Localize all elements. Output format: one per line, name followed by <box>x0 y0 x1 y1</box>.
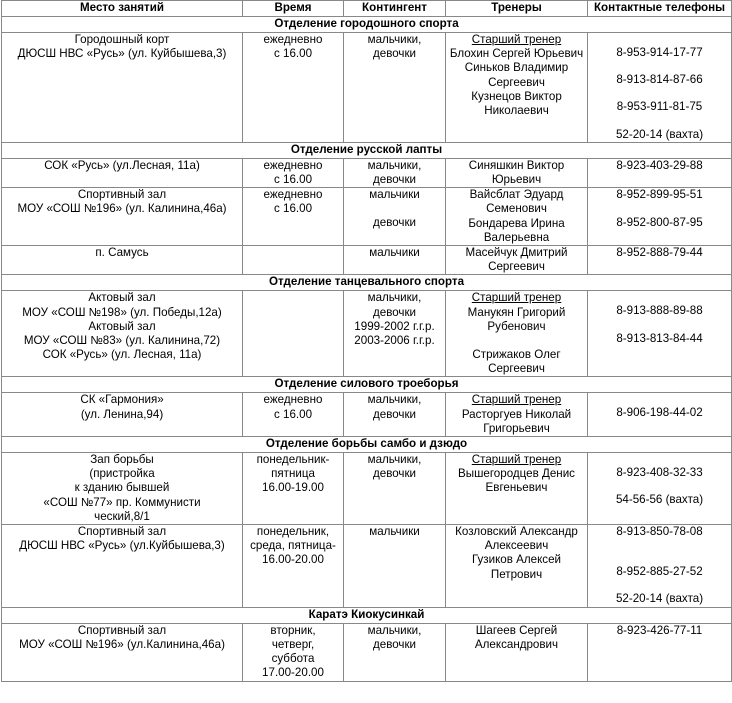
section-title: Отделение силового троеборья <box>2 377 732 393</box>
time-line: понедельник, <box>256 525 330 539</box>
contingent-line: мальчики, <box>367 623 422 637</box>
header-place: Место занятий <box>2 1 243 17</box>
trainers-cell <box>446 393 588 437</box>
header-contingent: Контингент <box>344 1 446 17</box>
contingent-line: девочки <box>372 407 417 421</box>
header-phones: Контактные телефоны <box>588 1 732 17</box>
trainer-name: Синяшкин Виктор Юрьевич <box>468 158 565 187</box>
section-title: Отделение городошного спорта <box>2 17 732 33</box>
contingent-line: мальчики, <box>367 291 422 305</box>
contingent-cell <box>344 158 446 187</box>
trainers-cell <box>446 158 588 187</box>
phone-number: 8-923-408-32-33 <box>616 466 703 480</box>
place-line: ДЮСШ НВС «Русь» (ул.Куйбышева,3) <box>19 539 225 553</box>
phone-number: 8-952-800-87-95 <box>616 216 703 230</box>
table-row <box>2 291 732 377</box>
trainers-cell <box>446 623 588 681</box>
time-line: среда, пятница- <box>250 539 336 553</box>
section-row <box>2 275 732 291</box>
place-cell <box>2 33 243 143</box>
contingent-line: девочки <box>372 467 417 481</box>
contingent-line: девочки <box>372 216 417 230</box>
contingent-line: мальчики <box>369 246 420 260</box>
time-cell <box>243 246 344 275</box>
place-cell <box>2 453 243 525</box>
place-cell <box>2 393 243 437</box>
trainers-cell <box>446 525 588 608</box>
phones-cell <box>588 246 732 275</box>
place-cell <box>2 291 243 377</box>
phone-number: 8-923-426-77-11 <box>616 623 703 637</box>
contingent-line: 2003-2006 г.г.р. <box>354 334 435 348</box>
phones-cell <box>588 525 732 608</box>
place-line: п. Самусь <box>95 246 149 260</box>
contingent-line: мальчики, <box>367 453 422 467</box>
time-cell <box>243 623 344 681</box>
contingent-line: девочки <box>372 47 417 61</box>
phone-number: 8-906-198-44-02 <box>616 406 703 420</box>
trainer-name: Вайсблат Эдуард Семенович <box>469 188 564 216</box>
phone-number: 8-953-911-81-75 <box>616 100 703 114</box>
trainer-name: Блохин Сергей Юрьевич <box>449 47 584 61</box>
trainer-name: Кузнецов Виктор Николаевич <box>471 89 562 118</box>
trainer-name: Козловский Александр Алексеевич <box>455 525 578 553</box>
contingent-cell <box>344 246 446 275</box>
trainer-name: Манукян Григорий Рубенович <box>467 305 566 333</box>
place-line: Спортивный зал <box>77 623 167 637</box>
phones-cell <box>588 188 732 246</box>
phone-number: 8-952-885-27-52 <box>616 565 703 579</box>
place-line: СК «Гармония» <box>80 393 164 407</box>
section-title: Каратэ Киокусинкай <box>2 607 732 623</box>
time-cell <box>243 188 344 246</box>
senior-trainer-label: Старший тренер <box>471 453 562 467</box>
contingent-cell <box>344 525 446 608</box>
time-line: ежедневно <box>263 158 323 172</box>
trainer-name: Синьков Владимир Сергеевич <box>464 61 569 89</box>
section-title: Отделение борьбы самбо и дзюдо <box>2 437 732 453</box>
time-line: с 16.00 <box>273 202 313 216</box>
header-trainers: Тренеры <box>446 1 588 17</box>
time-line: ежедневно <box>263 188 323 202</box>
contingent-line: мальчики <box>369 525 420 539</box>
phones-cell <box>588 623 732 681</box>
time-cell <box>243 158 344 187</box>
contingent-cell <box>344 393 446 437</box>
trainer-name: Стрижаков Олег Сергеевич <box>472 348 561 376</box>
time-line: с 16.00 <box>273 47 313 61</box>
table-row <box>2 33 732 143</box>
place-cell <box>2 525 243 608</box>
time-line: пятница <box>271 467 315 481</box>
trainers-cell <box>446 33 588 143</box>
time-line: четверг, <box>271 637 315 651</box>
time-line: 16.00-20.00 <box>262 553 324 567</box>
time-cell <box>243 453 344 525</box>
trainer-name: Расторгуев Николай Григорьевич <box>461 407 572 435</box>
time-line: ежедневно <box>263 393 323 407</box>
place-line: МОУ «СОШ №196» (ул. Калинина,46а) <box>17 202 227 216</box>
phone-number: 8-952-888-79-44 <box>616 246 703 260</box>
place-line: к зданию бывшей <box>74 481 170 495</box>
phone-number: 8-913-888-89-88 <box>616 304 703 318</box>
header-time: Время <box>243 1 344 17</box>
place-line: Городошный корт <box>74 33 170 46</box>
trainers-cell <box>446 291 588 377</box>
contingent-line: 1999-2002 г.г.р. <box>354 319 435 333</box>
header-row <box>2 1 732 17</box>
table-row <box>2 188 732 246</box>
time-cell <box>243 33 344 143</box>
place-line: «СОШ №77» пр. Коммунисти <box>43 495 201 509</box>
trainers-cell <box>446 188 588 246</box>
table-row <box>2 393 732 437</box>
place-line: ДЮСШ НВС «Русь» (ул. Куйбышева,3) <box>17 47 227 61</box>
contingent-cell <box>344 33 446 143</box>
phones-cell <box>588 291 732 377</box>
phone-number: 8-913-814-87-66 <box>616 73 703 87</box>
phone-number: 8-913-813-84-44 <box>616 331 703 345</box>
section-row <box>2 377 732 393</box>
section-row <box>2 607 732 623</box>
phones-cell <box>588 453 732 525</box>
place-line: СОК «Русь» (ул.Лесная, 11а) <box>44 158 200 172</box>
phone-number: 54-56-56 (вахта) <box>615 493 704 507</box>
phone-number: 8-953-914-17-77 <box>616 46 703 59</box>
contingent-line: мальчики, <box>367 158 422 172</box>
time-line: вторник, <box>270 623 316 637</box>
place-line: Актовый зал <box>88 291 156 305</box>
table-row <box>2 525 732 608</box>
contingent-line: девочки <box>372 305 417 319</box>
place-line: МОУ «СОШ №196» (ул.Калинина,46а) <box>19 637 225 651</box>
time-cell <box>243 393 344 437</box>
place-cell <box>2 158 243 187</box>
time-line: ежедневно <box>263 33 323 46</box>
phone-number: 52-20-14 (вахта) <box>615 127 704 141</box>
contingent-line: мальчики, <box>367 393 422 407</box>
place-line: МОУ «СОШ №198» (ул. Победы,12а) <box>22 305 222 319</box>
phone-number: 8-952-899-95-51 <box>616 188 703 202</box>
trainer-name: Бондарева Ирина Валерьевна <box>468 216 565 244</box>
schedule-table <box>1 0 732 682</box>
place-line: Зап борьбы <box>90 453 154 467</box>
time-line: суббота <box>271 652 315 666</box>
contingent-line: девочки <box>372 637 417 651</box>
trainers-cell <box>446 453 588 525</box>
section-row <box>2 437 732 453</box>
table-row <box>2 246 732 275</box>
place-line: (пристройка <box>89 467 155 481</box>
place-cell <box>2 246 243 275</box>
table-row <box>2 453 732 525</box>
place-line: Спортивный зал <box>77 525 167 539</box>
phone-number: 52-20-14 (вахта) <box>615 592 704 606</box>
time-cell <box>243 525 344 608</box>
contingent-cell <box>344 188 446 246</box>
place-line: Спортивный зал <box>77 188 167 202</box>
section-title: Отделение русской лапты <box>2 142 732 158</box>
table-row <box>2 158 732 187</box>
phones-cell <box>588 158 732 187</box>
place-line: Актовый зал <box>88 319 156 333</box>
place-line: (ул. Ленина,94) <box>80 407 164 421</box>
senior-trainer-label: Старший тренер <box>471 33 562 46</box>
contingent-line: мальчики, <box>367 33 422 46</box>
table-row <box>2 623 732 681</box>
place-cell <box>2 623 243 681</box>
trainer-name: Шагеев Сергей Александрович <box>474 623 559 651</box>
contingent-cell <box>344 623 446 681</box>
senior-trainer-label: Старший тренер <box>471 291 562 305</box>
section-row <box>2 142 732 158</box>
time-line: 16.00-19.00 <box>262 481 324 495</box>
place-line: ческий,8/1 <box>94 509 150 523</box>
senior-trainer-label: Старший тренер <box>471 393 562 407</box>
section-row <box>2 17 732 33</box>
place-line: МОУ «СОШ №83» (ул. Калинина,72) <box>23 334 221 348</box>
contingent-line: мальчики <box>369 188 420 202</box>
phone-number: 8-913-850-78-08 <box>616 525 703 539</box>
place-line: СОК «Русь» (ул. Лесная, 11а) <box>42 348 202 362</box>
contingent-line: девочки <box>372 173 417 187</box>
phones-cell <box>588 33 732 143</box>
contingent-cell <box>344 291 446 377</box>
time-line: понедельник- <box>256 453 330 467</box>
time-line: 17.00-20.00 <box>262 666 324 680</box>
time-line: с 16.00 <box>273 407 313 421</box>
section-title: Отделение танцевального спорта <box>2 275 732 291</box>
trainer-name: Гузиков Алексей Петрович <box>472 553 561 581</box>
phone-number: 8-923-403-29-88 <box>616 158 703 172</box>
contingent-cell <box>344 453 446 525</box>
trainer-name: Вышегородцев Денис Евгеньевич <box>458 467 575 495</box>
phones-cell <box>588 393 732 437</box>
time-line: с 16.00 <box>273 173 313 187</box>
trainer-name: Масейчук Дмитрий Сергеевич <box>465 246 568 274</box>
time-cell <box>243 291 344 377</box>
place-cell <box>2 188 243 246</box>
trainers-cell <box>446 246 588 275</box>
